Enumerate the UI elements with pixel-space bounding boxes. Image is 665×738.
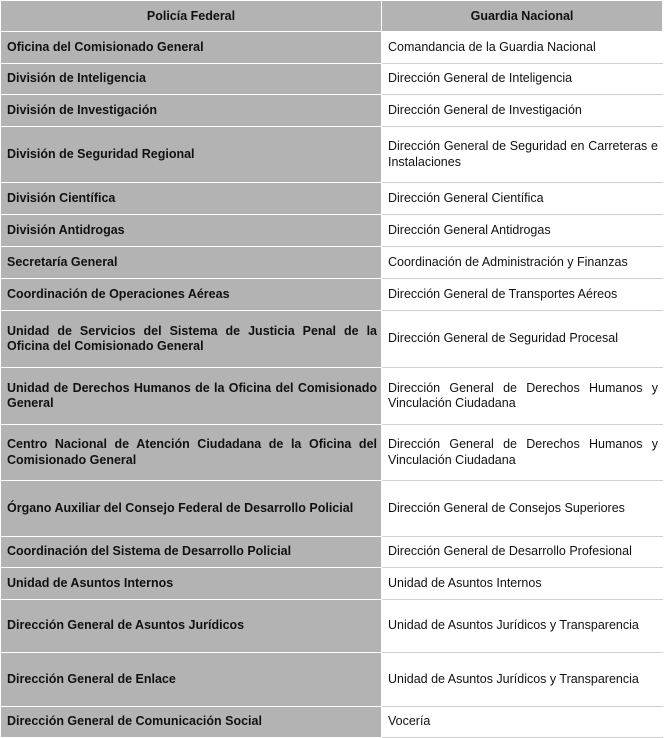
policia-federal-cell: Oficina del Comisionado General xyxy=(1,32,382,64)
policia-federal-cell: Dirección General de Comunicación Social xyxy=(1,707,382,738)
policia-federal-cell: Secretaría General xyxy=(1,247,382,279)
table-row xyxy=(1,425,663,481)
guardia-nacional-cell: Unidad de Asuntos Internos xyxy=(382,568,663,600)
table-row xyxy=(1,707,663,738)
policia-federal-cell: Unidad de Derechos Humanos de la Oficina del Comisionado General xyxy=(1,368,382,425)
guardia-nacional-cell: Vocería xyxy=(382,707,663,738)
table-row xyxy=(1,368,663,425)
policia-federal-cell: Centro Nacional de Atención Ciudadana de la Oficina del Comisionado General xyxy=(1,425,382,481)
policia-federal-cell: Unidad de Asuntos Internos xyxy=(1,568,382,600)
policia-federal-cell: División de Inteligencia xyxy=(1,64,382,95)
guardia-nacional-cell: Dirección General de Seguridad Procesal xyxy=(382,311,663,368)
table-row xyxy=(1,537,663,568)
policia-federal-cell: Dirección General de Asuntos Jurídicos xyxy=(1,600,382,653)
guardia-nacional-cell: Dirección General de Derechos Humanos y Vinculación Ciudadana xyxy=(382,368,663,425)
table-row xyxy=(1,600,663,653)
table-row xyxy=(1,215,663,247)
header-policia-federal: Policía Federal xyxy=(1,1,382,32)
policia-federal-cell: Unidad de Servicios del Sistema de Justicia Penal de la Oficina del Comisionado General xyxy=(1,311,382,368)
policia-federal-cell: División de Seguridad Regional xyxy=(1,127,382,183)
guardia-nacional-cell: Dirección General de Inteligencia xyxy=(382,64,663,95)
guardia-nacional-cell: Unidad de Asuntos Jurídicos y Transparencia xyxy=(382,653,663,707)
policia-federal-cell: Órgano Auxiliar del Consejo Federal de Desarrollo Policial xyxy=(1,481,382,537)
table-row xyxy=(1,127,663,183)
header-guardia-nacional: Guardia Nacional xyxy=(382,1,663,32)
guardia-nacional-cell: Dirección General Científica xyxy=(382,183,663,215)
policia-federal-cell: Coordinación del Sistema de Desarrollo Policial xyxy=(1,537,382,568)
table-row xyxy=(1,279,663,311)
guardia-nacional-cell: Unidad de Asuntos Jurídicos y Transparencia xyxy=(382,600,663,653)
table-row xyxy=(1,32,663,64)
policia-federal-cell: División Antidrogas xyxy=(1,215,382,247)
table-row xyxy=(1,247,663,279)
table-row xyxy=(1,568,663,600)
guardia-nacional-cell: Dirección General de Consejos Superiores xyxy=(382,481,663,537)
guardia-nacional-cell: Coordinación de Administración y Finanzas xyxy=(382,247,663,279)
policia-federal-cell: División de Investigación xyxy=(1,95,382,127)
guardia-nacional-cell: Comandancia de la Guardia Nacional xyxy=(382,32,663,64)
table-row xyxy=(1,311,663,368)
policia-federal-cell: División Científica xyxy=(1,183,382,215)
policia-federal-cell: Coordinación de Operaciones Aéreas xyxy=(1,279,382,311)
table-row xyxy=(1,64,663,95)
policia-federal-cell: Dirección General de Enlace xyxy=(1,653,382,707)
guardia-nacional-cell: Dirección General de Desarrollo Profesional xyxy=(382,537,663,568)
header-row xyxy=(1,1,663,32)
guardia-nacional-cell: Dirección General de Investigación xyxy=(382,95,663,127)
guardia-nacional-cell: Dirección General de Seguridad en Carreteras e Instalaciones xyxy=(382,127,663,183)
table-row xyxy=(1,95,663,127)
table-row xyxy=(1,481,663,537)
table-row xyxy=(1,653,663,707)
guardia-nacional-cell: Dirección General Antidrogas xyxy=(382,215,663,247)
guardia-nacional-cell: Dirección General de Transportes Aéreos xyxy=(382,279,663,311)
guardia-nacional-cell: Dirección General de Derechos Humanos y Vinculación Ciudadana xyxy=(382,425,663,481)
table-row xyxy=(1,183,663,215)
